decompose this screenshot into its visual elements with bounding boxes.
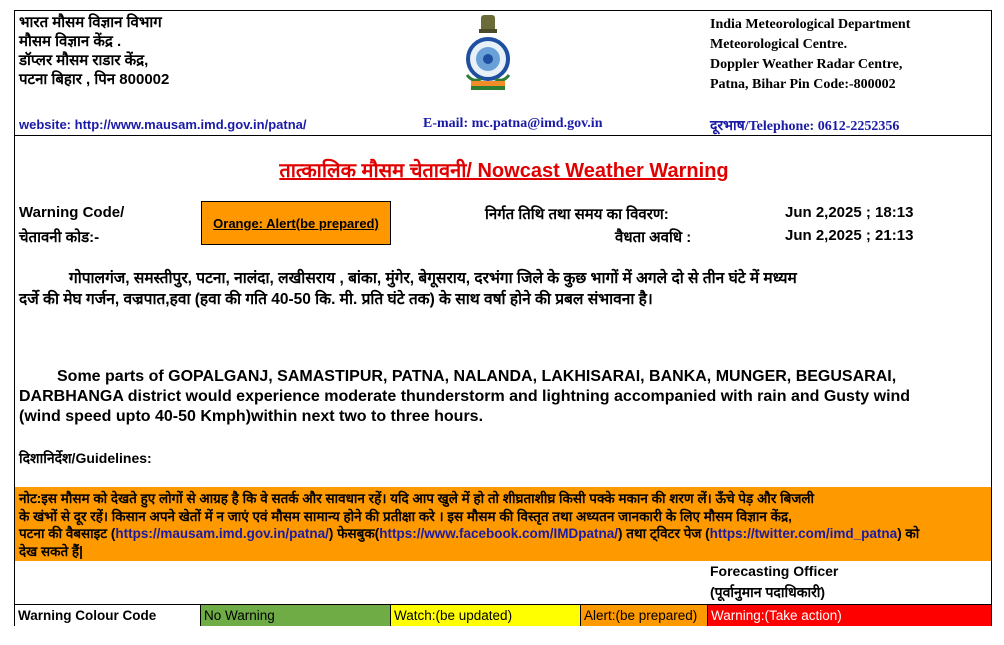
english-message-line: DARBHANGA district would experience moderate thunderstorm and lightning accompanied with rain and Gusty wind (19, 388, 911, 405)
header-divider (15, 135, 991, 136)
warning-document (14, 10, 992, 626)
facebook-link[interactable]: https://www.facebook.com/IMDpatna/ (379, 526, 619, 541)
english-message-line: (wind speed upto 40-50 Kmph)within next two to three hours. (19, 408, 484, 425)
warning-code-badge: Orange: Alert(be prepared) (201, 201, 391, 245)
header-hindi-line: मौसम विज्ञान केंद्र . (19, 33, 122, 50)
officer-title-hi: (पूर्वानुमान पदाधिकारी) (710, 584, 826, 600)
issue-time-value: Jun 2,2025 ; 18:13 (785, 204, 914, 221)
header-hindi (19, 13, 169, 89)
header-english-line: Meteorological Centre. (710, 37, 848, 52)
website-link[interactable]: website: http://www.mausam.imd.gov.in/patna/ (19, 117, 307, 132)
note-text: ) को (897, 526, 920, 541)
note-text: पटना की वैबसाइट ( (19, 526, 116, 541)
page-title: तात्कालिक मौसम चेतावनी/ Nowcast Weather Warning (279, 160, 729, 182)
header-hindi-line: भारत मौसम विज्ञान विभाग (19, 14, 162, 31)
validity-label: वैधता अवधि : (615, 229, 692, 246)
warning-colour-legend (15, 604, 991, 626)
officer-title-en: Forecasting Officer (710, 563, 839, 579)
header-english (710, 15, 910, 95)
note-line: के खंभों से दूर रहें। किसान अपने खेतों में न जाएं एवं मौसम सामान्य होने की प्रतीक्षा करे । इस मौसम की विस्तृत तथा अध्यतन जानकारी के लिए मौसम विज्ञान केंद्र, (19, 508, 792, 524)
header-english-line: India Meteorological Department (710, 17, 911, 32)
legend-label: Warning Colour Code (15, 605, 201, 626)
warning-code-label-en: Warning Code/ (19, 204, 125, 221)
english-message-line: Some parts of GOPALGANJ, SAMASTIPUR, PATNA, NALANDA, LAKHISARAI, BANKA, MUNGER, BEGUSARAI, (57, 368, 897, 385)
note-line (19, 525, 987, 543)
note-line: नोट:इस मौसम को देखते हुए लोगों से आग्रह है कि वे सतर्क और सावधान रहें। यदि आप खुले में हो तो शीघ्रताशीघ्र किसी पक्के मकान की शरण लें। ऊँचे पेड़ और बिजली (19, 491, 814, 506)
warning-code-label-hi: चेतावनी कोड:- (19, 229, 100, 246)
issue-time-label: निर्गत तिथि तथा समय का विवरण: (485, 206, 669, 223)
twitter-link[interactable]: https://twitter.com/imd_patna (709, 526, 898, 541)
header-hindi-line: पटना बिहार , पिन 800002 (19, 71, 170, 88)
note-text: ) तथा ट्विटर पेज ( (618, 526, 710, 541)
guidelines-label: दिशानिर्देश/Guidelines: (19, 450, 152, 466)
legend-watch: Watch:(be updated) (391, 605, 581, 626)
validity-value: Jun 2,2025 ; 21:13 (785, 227, 914, 244)
header-english-line: Doppler Weather Radar Centre, (710, 57, 903, 72)
note-block (15, 487, 991, 561)
note-text: ) फेसबुक( (328, 526, 380, 541)
telephone-text: दूरभाष/Telephone: 0612-2252356 (710, 119, 900, 134)
website-note-link[interactable]: https://mausam.imd.gov.in/patna/ (115, 526, 329, 541)
legend-warning: Warning:(Take action) (708, 605, 991, 626)
email-link[interactable]: E-mail: mc.patna@imd.gov.in (423, 116, 603, 131)
hindi-message-line: गोपालगंज, समस्तीपुर, पटना, नालंदा, लखीसराय , बांका, मुंगेर, बेगूसराय, दरभंगा जिले के कुछ भागों में अगले दो से तीन घंटे में मध्यम (69, 270, 797, 287)
header-hindi-line: डॉप्लर मौसम राडार केंद्र, (19, 52, 149, 69)
legend-alert: Alert:(be prepared) (581, 605, 708, 626)
note-line: देख सकते हैं| (19, 543, 83, 559)
legend-no-warning: No Warning (201, 605, 391, 626)
imd-emblem-icon (463, 13, 513, 91)
header-english-line: Patna, Bihar Pin Code:-800002 (710, 77, 896, 92)
hindi-message-line: दर्जे की मेघ गर्जन, वज्रपात,हवा (हवा की गति 40-50 कि. मी. प्रति घंटे तक) के साथ वर्षा होने की प्रबल संभावना है। (19, 291, 653, 308)
